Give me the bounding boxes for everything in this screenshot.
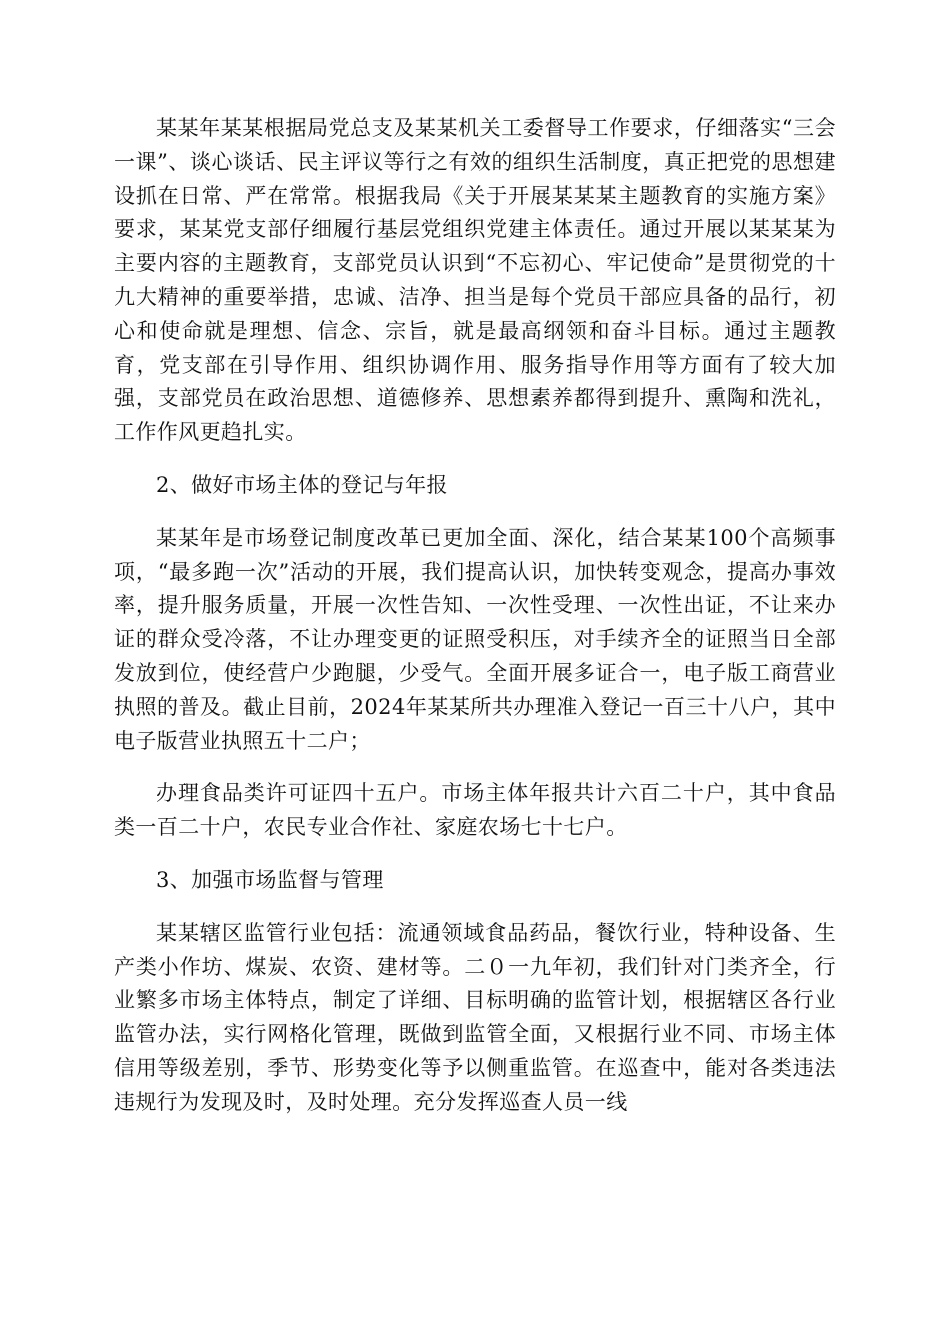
paragraph-party-building: 某某年某某根据局党总支及某某机关工委督导工作要求，仔细落实“三会一课”、谈心谈话、民主评议等行之有效的组织生活制度，真正把党的思想建设抓在日常、严在常常。根据我局《关于开展某某某主题教育的实施方案》要求，某某党支部仔细履行基层党组织党建主体责任。通过开展以某某某为主要内容的主题教育，支部党员认识到“不忘初心、牢记使命”是贯彻党的十九大精神的重要举措，忠诚、洁净、担当是每个党员干部应具备的品行，初心和使命就是理想、信念、宗旨，就是最高纲领和奋斗目标。通过主题教育，党支部在引导作用、组织协调作用、服务指导作用等方面有了较大加强，支部党员在政治思想、道德修养、思想素养都得到提升、熏陶和洗礼，工作作风更趋扎实。 (114, 116, 836, 445)
section-heading-registration: 2、做好市场主体的登记与年报 (156, 472, 448, 497)
paragraph-spacer (114, 898, 836, 917)
paragraph-registration-reform: 某某年是市场登记制度改革已更加全面、深化，结合某某100个高频事项，“最多跑一次”活动的开展，我们提高认识，加快转变观念，提高办事效率，提升服务质量，开展一次性告知、一次性受理、一次性出证，不让来办证的群众受冷落，不让办理变更的证照受积压，对手续齐全的证照当日全部发放到位，使经营户少跑腿，少受气。全面开展多证合一，电子版工商营业执照的普及。截止目前，2024年某某所共办理准入登记一百三十八户，其中电子版营业执照五十二户； (114, 525, 836, 753)
paragraph-supervision-details: 某某辖区监管行业包括：流通领域食品药品，餐饮行业，特种设备、生产类小作坊、煤炭、农资、建材等。二０一九年初，我们针对门类齐全，行业繁多市场主体特点，制定了详细、目标明确的监管计划，根据辖区各行业监管办法，实行网格化管理，既做到监管全面，又根据行业不同、市场主体信用等级差别，季节、形势变化等予以侧重监管。在巡查中，能对各类违法违规行为发现及时，及时处理。充分发挥巡查人员一线 (114, 920, 836, 1114)
paragraph-spacer (114, 503, 836, 522)
section-heading-supervision: 3、加强市场监督与管理 (156, 867, 384, 892)
paragraph-spacer (114, 845, 836, 864)
paragraph-food-license: 办理食品类许可证四十五户。市场主体年报共计六百二十户，其中食品类一百二十户，农民专业合作社、家庭农场七十七户。 (114, 781, 836, 840)
paragraph-spacer (114, 758, 836, 777)
paragraph-spacer (114, 450, 836, 469)
